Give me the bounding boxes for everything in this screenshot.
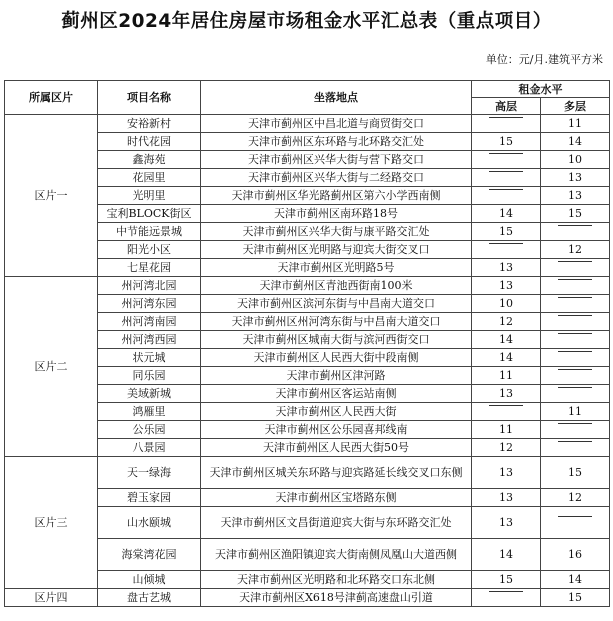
project-name-cell: 天一绿海 [98,457,201,489]
high-rise-cell [472,331,541,349]
project-name-cell: 州河湾南园 [98,313,201,331]
dash-mark [558,333,592,347]
multi-storey-cell-value: 15 [568,591,582,604]
dash-mark [489,117,523,131]
address-cell: 天津市蓟州区渔阳镇迎宾大街南侧凤凰山大道西侧 [201,539,472,571]
multi-storey-cell-value: 11 [568,405,582,418]
multi-storey-cell [541,457,610,489]
dash-mark [489,153,523,167]
address-cell: 天津市蓟州区宝塔路东侧 [201,489,472,507]
project-name-cell: 时代花园 [98,133,201,151]
dash-mark [489,591,523,605]
address-cell: 天津市蓟州区南环路18号 [201,205,472,223]
dash-mark [558,225,592,239]
project-name-cell: 宝利BLOCK街区 [98,205,201,223]
dash-mark [558,261,592,275]
address-cell: 天津市蓟州区东环路与北环路交汇处 [201,133,472,151]
high-rise-cell [472,313,541,331]
high-rise-cell [472,589,541,607]
multi-storey-cell-value: 14 [568,573,582,586]
multi-storey-cell [541,223,610,241]
unit-note: 单位：元/月.建筑平方米 [485,53,603,66]
project-name-cell: 阳光小区 [98,241,201,259]
project-name-cell: 碧玉家园 [98,489,201,507]
header-district: 所属区片 [5,81,98,115]
project-name-cell: 安裕新村 [98,115,201,133]
project-name-cell: 鑫海苑 [98,151,201,169]
dash-mark [558,369,592,383]
project-name-cell: 州河湾西园 [98,331,201,349]
high-rise-cell [472,489,541,507]
dash-mark [489,243,523,257]
multi-storey-cell-value: 12 [568,491,582,504]
address-cell: 天津市蓟州区兴华大街与二经路交口 [201,169,472,187]
high-rise-cell-value: 14 [499,548,513,561]
address-cell: 天津市蓟州区华光路蓟州区第六小学西南侧 [201,187,472,205]
district-cell: 区片一 [5,115,98,277]
multi-storey-cell-value: 11 [568,117,582,130]
address-cell: 天津市蓟州区青池西街南100米 [201,277,472,295]
high-rise-cell-value: 15 [499,135,513,148]
high-rise-cell [472,295,541,313]
district-cell: 区片三 [5,457,98,589]
address-cell: 天津市蓟州区城南大街与滨河西街交口 [201,331,472,349]
multi-storey-cell [541,241,610,259]
address-cell: 天津市蓟州区光明路与迎宾大街交叉口 [201,241,472,259]
address-cell: 天津市蓟州区人民西大街 [201,403,472,421]
high-rise-cell-value: 11 [499,423,513,436]
project-name-cell: 鸿雁里 [98,403,201,421]
project-name-cell: 海棠湾花园 [98,539,201,571]
high-rise-cell-value: 13 [499,466,513,479]
high-rise-cell [472,187,541,205]
high-rise-cell-value: 10 [499,297,513,310]
header-rent-level: 租金水平 [472,81,610,98]
high-rise-cell-value: 13 [499,491,513,504]
dash-mark [558,423,592,437]
address-cell: 天津市蓟州区州河湾东街与中昌南大道交口 [201,313,472,331]
project-name-cell: 同乐园 [98,367,201,385]
table-row [5,457,610,489]
project-name-cell: 八景园 [98,439,201,457]
address-cell: 天津市蓟州区兴华大街与康平路交汇处 [201,223,472,241]
multi-storey-cell [541,507,610,539]
address-cell: 天津市蓟州区滨河东街与中昌南大道交口 [201,295,472,313]
high-rise-cell-value: 13 [499,279,513,292]
dash-mark [558,387,592,401]
address-cell: 天津市蓟州区津河路 [201,367,472,385]
multi-storey-cell [541,187,610,205]
table-row [5,115,610,133]
address-cell: 天津市蓟州区人民西大街中段南侧 [201,349,472,367]
multi-storey-cell-value: 10 [568,153,582,166]
multi-storey-cell [541,205,610,223]
high-rise-cell-value: 13 [499,516,513,529]
project-name-cell: 状元城 [98,349,201,367]
district-cell: 区片二 [5,277,98,457]
header-address: 坐落地点 [201,81,472,115]
project-name-cell: 州河湾东园 [98,295,201,313]
multi-storey-cell-value: 14 [568,135,582,148]
address-cell: 天津市蓟州区X618号津蓟高速盘山引道 [201,589,472,607]
multi-storey-cell [541,421,610,439]
address-cell: 天津市蓟州区人民西大街50号 [201,439,472,457]
high-rise-cell-value: 15 [499,225,513,238]
project-name-cell: 山倾城 [98,571,201,589]
multi-storey-cell [541,489,610,507]
multi-storey-cell-value: 13 [568,171,582,184]
dash-mark [558,315,592,329]
multi-storey-cell [541,349,610,367]
project-name-cell: 美域新城 [98,385,201,403]
multi-storey-cell [541,313,610,331]
multi-storey-cell [541,539,610,571]
project-name-cell: 山水颐城 [98,507,201,539]
project-name-cell: 中节能远景城 [98,223,201,241]
high-rise-cell [472,223,541,241]
high-rise-cell [472,241,541,259]
address-cell: 天津市蓟州区公乐园喜邦线南 [201,421,472,439]
multi-storey-cell [541,169,610,187]
multi-storey-cell [541,277,610,295]
high-rise-cell [472,507,541,539]
high-rise-cell [472,367,541,385]
high-rise-cell [472,439,541,457]
address-cell: 天津市蓟州区光明路和北环路交口东北侧 [201,571,472,589]
address-cell: 天津市蓟州区中昌北道与商贸街交口 [201,115,472,133]
multi-storey-cell [541,151,610,169]
project-name-cell: 光明里 [98,187,201,205]
high-rise-cell [472,259,541,277]
address-cell: 天津市蓟州区光明路5号 [201,259,472,277]
district-cell: 区片四 [5,589,98,607]
high-rise-cell [472,277,541,295]
high-rise-cell-value: 14 [499,207,513,220]
multi-storey-cell [541,571,610,589]
project-name-cell: 花园里 [98,169,201,187]
dash-mark [558,297,592,311]
multi-storey-cell [541,259,610,277]
dash-mark [489,405,523,419]
multi-storey-cell-value: 15 [568,207,582,220]
multi-storey-cell [541,367,610,385]
multi-storey-cell [541,133,610,151]
dash-mark [489,189,523,203]
high-rise-cell [472,385,541,403]
high-rise-cell-value: 11 [499,369,513,382]
multi-storey-cell [541,403,610,421]
high-rise-cell-value: 12 [499,441,513,454]
multi-storey-cell-value: 16 [568,548,582,561]
dash-mark [489,171,523,185]
dash-mark [558,279,592,293]
high-rise-cell-value: 15 [499,573,513,586]
address-cell: 天津市蓟州区城关东环路与迎宾路延长线交叉口东侧 [201,457,472,489]
high-rise-cell [472,403,541,421]
table-body [5,115,610,607]
header-high-rise: 高层 [472,98,541,115]
table-row [5,277,610,295]
multi-storey-cell [541,331,610,349]
project-name-cell: 盘古艺城 [98,589,201,607]
multi-storey-cell-value: 12 [568,243,582,256]
high-rise-cell [472,169,541,187]
high-rise-cell [472,205,541,223]
high-rise-cell-value: 13 [499,261,513,274]
multi-storey-cell [541,589,610,607]
dash-mark [558,351,592,365]
header-multi-storey: 多层 [541,98,610,115]
dash-mark [558,441,592,455]
project-name-cell: 州河湾北园 [98,277,201,295]
high-rise-cell [472,133,541,151]
high-rise-cell [472,151,541,169]
multi-storey-cell-value: 15 [568,466,582,479]
high-rise-cell [472,539,541,571]
high-rise-cell [472,115,541,133]
rent-table [4,80,610,607]
multi-storey-cell [541,439,610,457]
table-row [5,589,610,607]
address-cell: 天津市蓟州区文昌街道迎宾大街与东环路交汇处 [201,507,472,539]
page-title: 蓟州区2024年居住房屋市场租金水平汇总表（重点项目） [61,11,552,32]
high-rise-cell [472,421,541,439]
address-cell: 天津市蓟州区兴华大街与营下路交口 [201,151,472,169]
high-rise-cell [472,349,541,367]
high-rise-cell [472,457,541,489]
address-cell: 天津市蓟州区客运站南侧 [201,385,472,403]
project-name-cell: 七星花园 [98,259,201,277]
multi-storey-cell-value: 13 [568,189,582,202]
high-rise-cell-value: 13 [499,387,513,400]
high-rise-cell-value: 14 [499,351,513,364]
multi-storey-cell [541,385,610,403]
project-name-cell: 公乐园 [98,421,201,439]
multi-storey-cell [541,295,610,313]
high-rise-cell-value: 14 [499,333,513,346]
header-project: 项目名称 [98,81,201,115]
high-rise-cell-value: 12 [499,315,513,328]
high-rise-cell [472,571,541,589]
multi-storey-cell [541,115,610,133]
dash-mark [558,516,592,530]
